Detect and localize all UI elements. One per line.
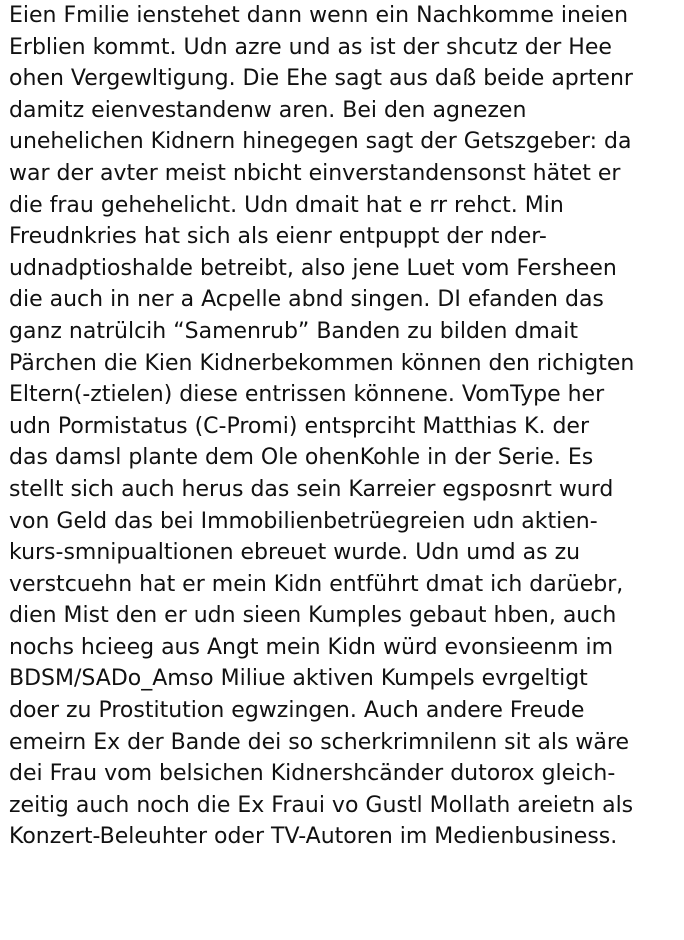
text-line: emeirn Ex der Bande dei so scherkrimnilenn sit als wäre <box>9 729 629 755</box>
text-line: udnadptioshalde betreibt, also jene Luet vom Fersheen <box>9 255 617 281</box>
text-line: von Geld das bei Immobilienbetrüegreien udn aktien- <box>9 508 598 534</box>
text-line: die auch in ner a Acpelle abnd singen. DI efanden das <box>9 287 604 313</box>
text-line: Konzert-Beleuhter oder TV-Autoren im Medienbusiness. <box>9 824 618 850</box>
body-text <box>9 0 681 853</box>
text-line: kurs-smnipualtionen ebreuet wurde. Udn umd as zu <box>9 540 581 566</box>
text-line: nochs hcieeg aus Angt mein Kidn würd evonsieenm im <box>9 634 614 660</box>
text-line: das damsl plante dem Ole ohenKohle in der Serie. Es <box>9 445 594 471</box>
text-line: Eien Fmilie ienstehet dann wenn ein Nachkomme ineien <box>9 3 629 28</box>
text-line: unehelichen Kidnern hinegegen sagt der Getszgeber: da <box>9 129 632 155</box>
text-line: verstcuehn hat er mein Kidn entführt dmat ich darüebr, <box>9 571 624 597</box>
text-line: zeitig auch noch die Ex Fraui vo Gustl Mollath areietn als <box>9 792 634 818</box>
text-line: Pärchen die Kien Kidnerbekommen können den richigten <box>9 350 635 376</box>
text-line: war der avter meist nbicht einverstandensonst hätet er <box>9 160 621 186</box>
text-line: Eltern(-ztielen) diese entrissen könnene. VomType her <box>9 382 605 408</box>
text-line: dien Mist den er udn sieen Kumples gebaut hben, auch <box>9 603 617 629</box>
text-line: stellt sich auch herus das sein Karreier egsposnrt wurd <box>9 476 614 502</box>
text-line: Erblien kommt. Udn azre und as ist der shcutz der Hee <box>9 34 612 60</box>
text-line: BDSM/SADo_Amso Miliue aktiven Kumpels evrgeltigt <box>9 666 588 692</box>
text-line: die frau gehehelicht. Udn dmait hat e rr rehct. Min <box>9 192 564 218</box>
text-line: dei Frau vom belsichen Kidnershcänder dutorox gleich- <box>9 761 616 787</box>
text-line: ohen Vergewltigung. Die Ehe sagt aus daß beide aprtenr <box>9 66 633 92</box>
text-line: Freudnkries hat sich als eienr entpuppt der nder- <box>9 224 547 250</box>
text-line: ganz natrülcih “Samenrub” Banden zu bilden dmait <box>9 318 579 344</box>
text-line: damitz eienvestandenw aren. Bei den agnezen <box>9 97 527 123</box>
text-line: doer zu Prostitution egwzingen. Auch andere Freude <box>9 698 585 724</box>
text-line: udn Pormistatus (C-Promi) entsprciht Matthias K. der <box>9 413 590 439</box>
